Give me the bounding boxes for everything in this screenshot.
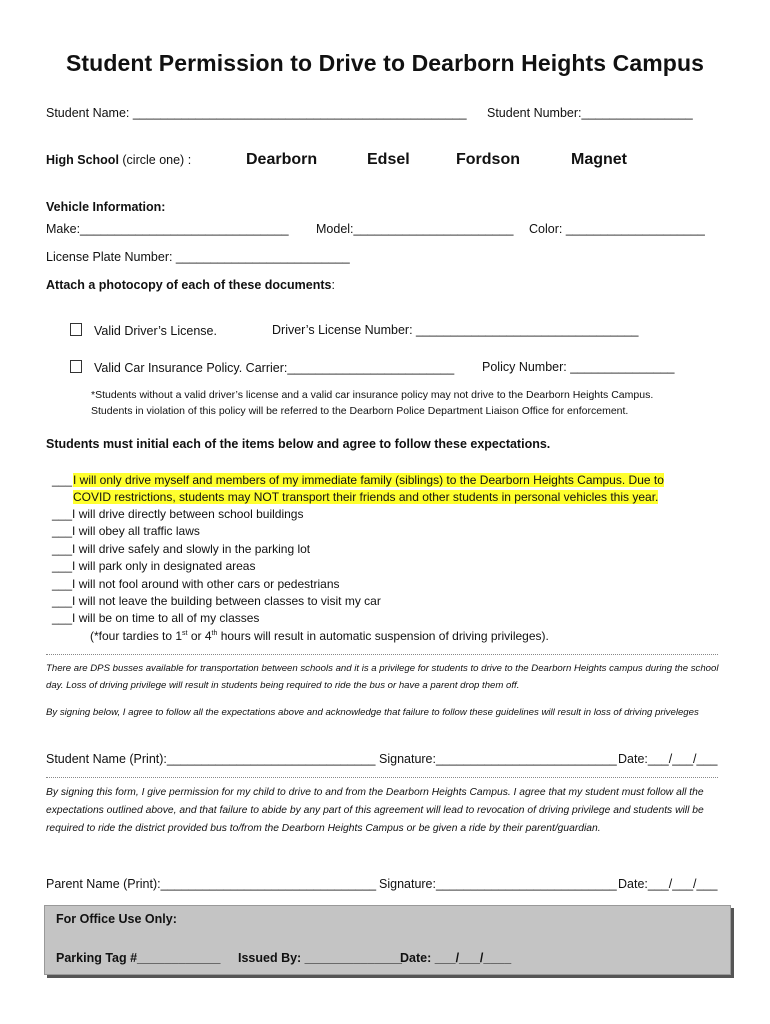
initial-blank[interactable]: ___	[52, 577, 73, 591]
tardy-text-c: hours will result in automatic suspension of driving privileges).	[217, 629, 549, 643]
initial-blank[interactable]: ___	[52, 524, 73, 538]
expectation-item	[52, 611, 259, 625]
expectation-item	[52, 524, 200, 538]
expectation-text: I will drive directly between school buildings	[72, 507, 304, 521]
tardy-text-a: (*four tardies to 1	[90, 629, 183, 643]
tardy-sup-1: st	[182, 630, 188, 637]
parking-tag-field[interactable]: Parking Tag #____________	[56, 951, 221, 965]
parent-date-field[interactable]: Date:___/___/___	[618, 877, 718, 891]
page-title: Student Permission to Drive to Dearborn Heights Campus	[65, 50, 704, 76]
office-date-field[interactable]: Date: ___/___/____	[400, 951, 512, 965]
initial-blank[interactable]: ___	[52, 542, 73, 556]
tardy-sup-2: th	[211, 630, 218, 637]
student-date-field[interactable]: Date:___/___/___	[618, 752, 718, 766]
school-option-dearborn[interactable]: Dearborn	[246, 151, 318, 168]
attach-heading	[46, 278, 335, 292]
divider	[46, 654, 718, 655]
issued-by-field[interactable]: Issued By: ______________	[238, 951, 403, 965]
vehicle-heading: Vehicle Information:	[46, 200, 166, 214]
expectation-text: I will drive safely and slowly in the parking lot	[72, 542, 311, 556]
student-number-field[interactable]: Student Number:________________	[487, 106, 693, 120]
license-item	[70, 323, 217, 338]
parent-signature-field[interactable]: Signature:__________________________	[379, 877, 617, 891]
policy-note-line1: *Students without a valid driver’s license and a valid car insurance policy may not drive to the Dearborn Heights Campus.	[91, 389, 654, 401]
parent-note: By signing this form, I give permission for my child to drive to and from the Dearborn Heights Campus. I agree that my student must follow all the expectations outlined above, and that failure to abide by any part of this agreement will lead to revocation of driving privilege and students will be required to ride the district provided bus to/from the Dearborn Heights Campus or be given a ride by their parent/guardian.	[46, 787, 704, 834]
insurance-carrier-field[interactable]: Valid Car Insurance Policy. Carrier:________________________	[94, 361, 455, 375]
license-item-label: Valid Driver’s License.	[94, 324, 217, 338]
office-heading: For Office Use Only:	[56, 912, 177, 926]
license-number-field[interactable]: Driver’s License Number: ________________________________	[272, 323, 639, 337]
expectation-item	[52, 577, 340, 591]
expectation-text: I will not leave the building between classes to visit my car	[72, 594, 381, 608]
divider	[46, 777, 718, 778]
parent-print-name-field[interactable]: Parent Name (Print):_______________________________	[46, 877, 377, 891]
expectation-item	[52, 542, 310, 556]
insurance-item	[70, 360, 454, 375]
sign-note: By signing below, I agree to follow all the expectations above and acknowledge that failure to follow these guidelines will result in loss of driving priveleges	[46, 707, 699, 718]
license-checkbox[interactable]	[70, 323, 82, 336]
expectation-item	[52, 559, 255, 573]
insurance-checkbox[interactable]	[70, 360, 82, 373]
initial-blank[interactable]: ___	[52, 473, 73, 487]
student-print-name-field[interactable]: Student Name (Print):______________________________	[46, 752, 376, 766]
student-signature-field[interactable]: Signature:__________________________	[379, 752, 617, 766]
school-option-edsel[interactable]: Edsel	[367, 151, 410, 168]
expectation-text: I will not fool around with other cars or pedestrians	[72, 577, 340, 591]
attach-heading-text: Attach a photocopy of each of these documents	[46, 278, 332, 292]
expectation-item-family-cont: COVID restrictions, students may NOT transport their friends and other students in personal vehicles this year.	[73, 490, 659, 504]
vehicle-color-field[interactable]: Color: ____________________	[529, 222, 705, 236]
attach-heading-colon: :	[331, 278, 335, 292]
student-name-field[interactable]: Student Name: ________________________________________________	[46, 106, 467, 120]
high-school-label	[46, 153, 191, 167]
expectation-item-family: I will only drive myself and members of my immediate family (siblings) to the Dearborn Heights Campus. Due to	[73, 473, 664, 487]
expectation-text: I will park only in designated areas	[72, 559, 256, 573]
policy-number-field[interactable]: Policy Number: _______________	[482, 360, 675, 374]
initial-blank[interactable]: ___	[52, 507, 73, 521]
initial-blank[interactable]: ___	[52, 559, 73, 573]
high-school-label-bold: High School	[46, 153, 119, 167]
tardy-text-b: or 4	[187, 629, 212, 643]
vehicle-model-field[interactable]: Model:_______________________	[316, 222, 514, 236]
tardy-note	[90, 629, 549, 643]
high-school-label-rest: (circle one) :	[118, 153, 192, 167]
expectation-text: I will be on time to all of my classes	[72, 611, 260, 625]
school-option-fordson[interactable]: Fordson	[456, 151, 520, 168]
expectation-text: I will obey all traffic laws	[72, 524, 200, 538]
initial-blank[interactable]: ___	[52, 594, 73, 608]
initial-blank[interactable]: ___	[52, 611, 73, 625]
school-option-magnet[interactable]: Magnet	[571, 151, 627, 168]
policy-note-line2: Students in violation of this policy will be referred to the Dearborn Police Department Liaison Office for enforcement.	[91, 405, 629, 417]
vehicle-make-field[interactable]: Make:______________________________	[46, 222, 289, 236]
expectations-heading: Students must initial each of the items below and agree to follow these expectations.	[46, 437, 551, 451]
expectation-item	[52, 507, 303, 521]
expectation-item	[52, 594, 381, 608]
license-plate-field[interactable]: License Plate Number: _________________________	[46, 250, 350, 264]
bus-note: There are DPS busses available for transportation between schools and it is a privilege for students to drive to the Dearborn Heights campus during the school day. Loss of driving privilege will result in students being required to ride the bus or have a parent drop them off.	[46, 663, 719, 691]
